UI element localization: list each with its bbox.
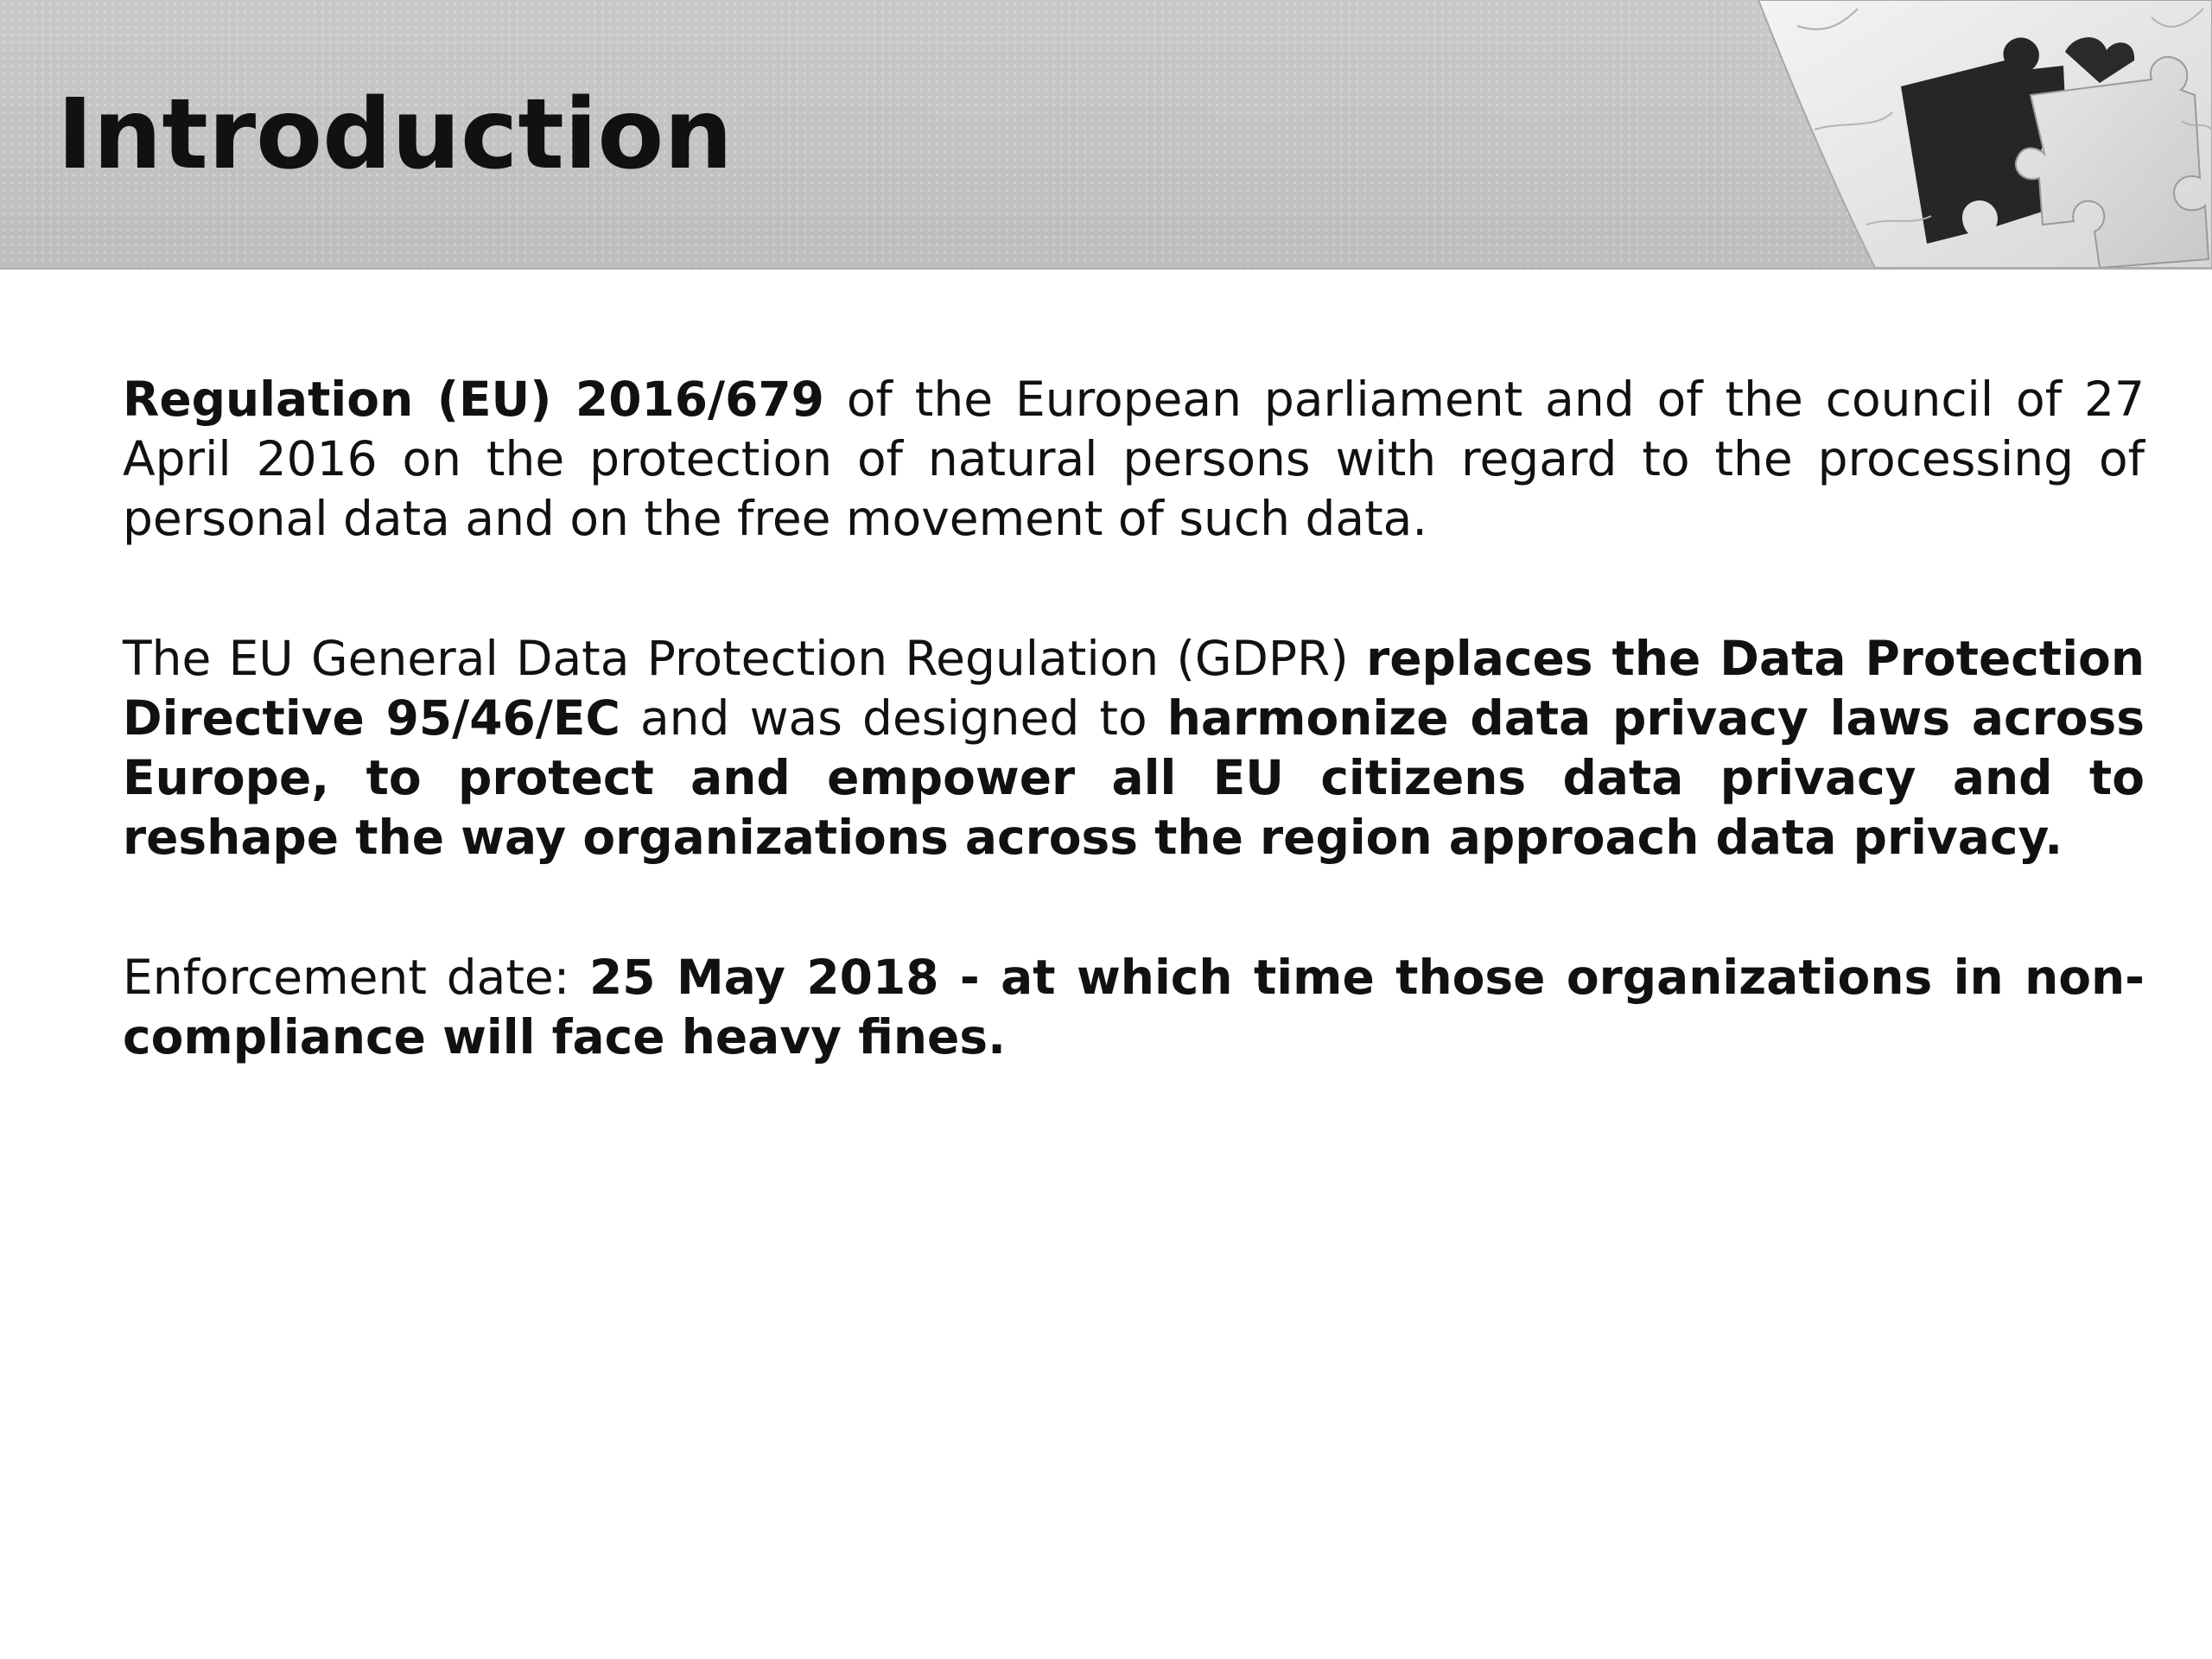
enforcement-label: Enforcement date: <box>123 950 590 1005</box>
slide-title: Introduction <box>57 79 734 191</box>
paragraph-gdpr <box>123 629 2145 868</box>
gdpr-intro: The EU General Data Protection Regulation (GDPR) <box>123 631 1367 686</box>
paragraph-enforcement <box>123 948 2145 1067</box>
slide-header <box>0 0 2212 270</box>
gdpr-purpose: harmonize data privacy laws across Europe, to protect and empower all EU citizens data privacy and to reshape the way organizations across the region approach data privacy. <box>123 690 2145 865</box>
regulation-description: of the European parliament and of the council of 27 April 2016 on the protection of natural persons with regard to the processing of personal data and on the free movement of such data. <box>123 372 2145 546</box>
slide-body <box>123 370 2145 1147</box>
enforcement-date: 25 May 2018 - at which time those organizations in non-compliance will face heavy fines. <box>123 950 2145 1065</box>
regulation-reference: Regulation (EU) 2016/679 <box>123 372 824 427</box>
gdpr-replaces: replaces the Data Protection Directive 95/46/EC <box>123 631 2145 746</box>
paragraph-regulation <box>123 370 2145 549</box>
puzzle-pieces-icon <box>1745 0 2212 268</box>
gdpr-designed: and was designed to <box>620 690 1167 746</box>
